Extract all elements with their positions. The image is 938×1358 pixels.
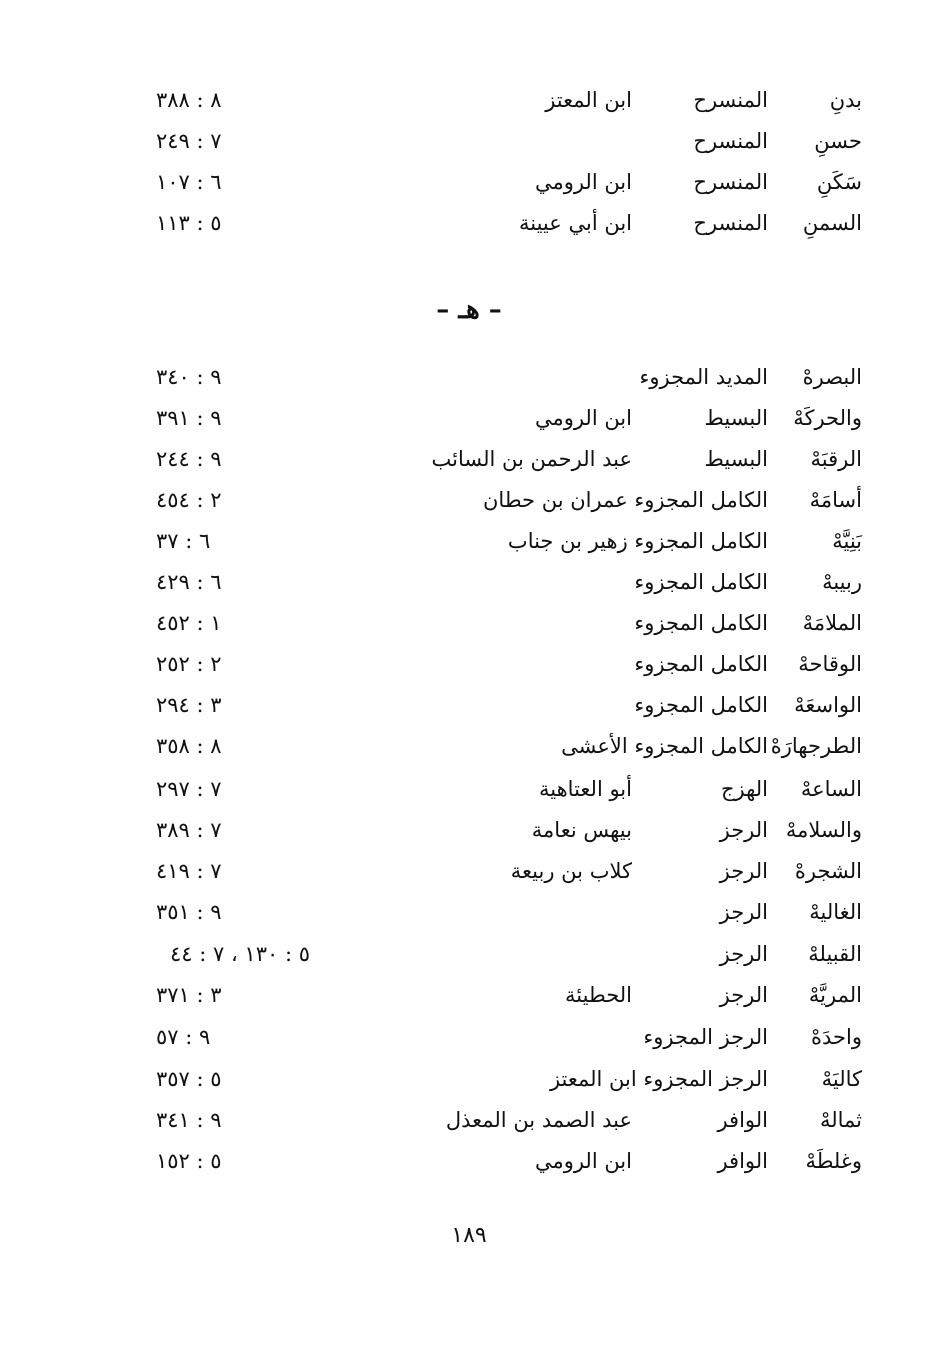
rhyme-word: وغلطَهْ [805, 1149, 862, 1173]
index-entry [0, 79, 938, 121]
rhyme-word: واحدَهْ [811, 1025, 862, 1049]
reference: ٥ : ١٥٢ [156, 1149, 222, 1173]
poet: عبد الرحمن بن السائب [431, 447, 632, 471]
rhyme-word: القبيلهْ [808, 942, 862, 966]
reference: ٣ : ٣٧١ [156, 983, 222, 1007]
reference: ٩ : ٥٧ [156, 1025, 211, 1049]
reference: ٦ : ٣٧ [156, 529, 211, 553]
index-entry [0, 768, 938, 810]
meter: المنسرح [693, 129, 768, 153]
index-entry [0, 479, 938, 521]
meter: الكامل المجزوء [634, 570, 768, 594]
meter: المنسرح [693, 211, 768, 235]
poet: ابن الرومي [534, 406, 632, 430]
rhyme-word: بَنِيَّهْ [832, 529, 862, 553]
index-entry [0, 643, 938, 685]
index-entry [0, 120, 938, 162]
reference: ٧ : ٢٩٧ [156, 777, 222, 801]
reference: ٥ : ١٣٠ ، ٧ : ٤٤ [170, 942, 310, 966]
reference: ٩ : ٣٥١ [156, 900, 222, 924]
index-entry [0, 974, 938, 1016]
index-entry [0, 438, 938, 480]
meter: الكامل المجزوء [634, 611, 768, 635]
meter: الرجز [719, 859, 768, 883]
reference: ٩ : ٣٤١ [156, 1108, 222, 1132]
poet: ابن الرومي [534, 170, 632, 194]
index-entry [0, 850, 938, 892]
reference: ٧ : ٢٤٩ [156, 129, 222, 153]
reference: ٨ : ٣٨٨ [156, 88, 222, 112]
rhyme-word: أسامَهْ [809, 488, 862, 512]
meter: المنسرح [693, 170, 768, 194]
index-entry [0, 1016, 938, 1058]
reference: ٦ : ٤٢٩ [156, 570, 222, 594]
reference: ٣ : ٢٩٤ [156, 693, 222, 717]
index-entry [0, 602, 938, 644]
section-heading: – هـ – [436, 295, 502, 325]
meter: الوافر [717, 1108, 768, 1132]
rhyme-word: المريَّهْ [808, 983, 862, 1007]
rhyme-word: الرقبَهْ [810, 447, 862, 471]
meter: الكامل المجزوء عمران بن حطان [483, 488, 768, 512]
reference: ٧ : ٤١٩ [156, 859, 222, 883]
rhyme-word: السمنِ [802, 211, 862, 235]
reference: ١ : ٤٥٢ [156, 611, 222, 635]
poet: ابن أبي عيينة [519, 211, 632, 235]
index-entry [0, 161, 938, 203]
meter: الرجز [719, 983, 768, 1007]
rhyme-word: الطرجهارَهْ [770, 734, 862, 758]
reference: ٧ : ٣٨٩ [156, 818, 222, 842]
reference: ٦ : ١٠٧ [156, 170, 222, 194]
reference: ٥ : ٣٥٧ [156, 1067, 222, 1091]
index-entry [0, 684, 938, 726]
rhyme-word: ثمالهْ [819, 1108, 862, 1132]
index-entry [0, 202, 938, 244]
rhyme-word: بدنِ [829, 88, 862, 112]
reference: ٥ : ١١٣ [156, 211, 222, 235]
poet: بيهس نعامة [531, 818, 632, 842]
rhyme-word: والسلامهْ [785, 818, 862, 842]
poet: ابن المعتز [545, 88, 632, 112]
index-entry [0, 933, 938, 975]
index-entry [0, 809, 938, 851]
rhyme-word: والحركَهْ [793, 406, 862, 430]
page-number: ١٨٩ [451, 1223, 487, 1248]
meter: الهزج [720, 777, 768, 801]
rhyme-word: الملامَهْ [802, 611, 862, 635]
meter: البسيط [704, 406, 768, 430]
poet: ابن الرومي [534, 1149, 632, 1173]
rhyme-word: حسنِ [814, 129, 862, 153]
index-entry [0, 356, 938, 398]
poet: عبد الصمد بن المعذل [445, 1108, 632, 1132]
index-entry [0, 1140, 938, 1182]
meter: المنسرح [693, 88, 768, 112]
index-entry [0, 1058, 938, 1100]
reference: ٩ : ٣٩١ [156, 406, 222, 430]
reference: ٢ : ٢٥٢ [156, 652, 222, 676]
rhyme-word: الشجرهْ [794, 859, 862, 883]
meter: الوافر [717, 1149, 768, 1173]
rhyme-word: الغاليهْ [809, 900, 862, 924]
rhyme-word: الوقاحهْ [798, 652, 862, 676]
index-entry [0, 725, 938, 767]
meter: الرجز المجزوء ابن المعتز [549, 1067, 768, 1091]
poet: كلاب بن ربيعة [510, 859, 632, 883]
index-entry [0, 561, 938, 603]
rhyme-word: البصرهْ [802, 365, 862, 389]
meter: الرجز [719, 900, 768, 924]
index-entry [0, 1099, 938, 1141]
poet: أبو العتاهية [539, 777, 632, 801]
rhyme-word: سَكَنِ [816, 170, 862, 194]
meter: الرجز [719, 942, 768, 966]
meter: الكامل المجزوء [634, 693, 768, 717]
index-entry [0, 891, 938, 933]
reference: ٩ : ٢٤٤ [156, 447, 222, 471]
meter: الرجز المجزوء [643, 1025, 768, 1049]
index-entry [0, 397, 938, 439]
meter: المديد المجزوء [639, 365, 768, 389]
reference: ٨ : ٣٥٨ [156, 734, 222, 758]
rhyme-word: الواسعَهْ [794, 693, 862, 717]
index-entry [0, 520, 938, 562]
meter: الكامل المجزوء الأعشى [561, 734, 768, 758]
rhyme-word: الساعهْ [800, 777, 862, 801]
reference: ٩ : ٣٤٠ [156, 365, 222, 389]
reference: ٢ : ٤٥٤ [156, 488, 222, 512]
poet: الحطيئة [565, 983, 632, 1007]
rhyme-word: ربيبهْ [822, 570, 862, 594]
meter: البسيط [704, 447, 768, 471]
meter: الكامل المجزوء زهير بن جناب [507, 529, 768, 553]
meter: الكامل المجزوء [634, 652, 768, 676]
rhyme-word: كاليَهْ [821, 1067, 862, 1091]
meter: الرجز [719, 818, 768, 842]
